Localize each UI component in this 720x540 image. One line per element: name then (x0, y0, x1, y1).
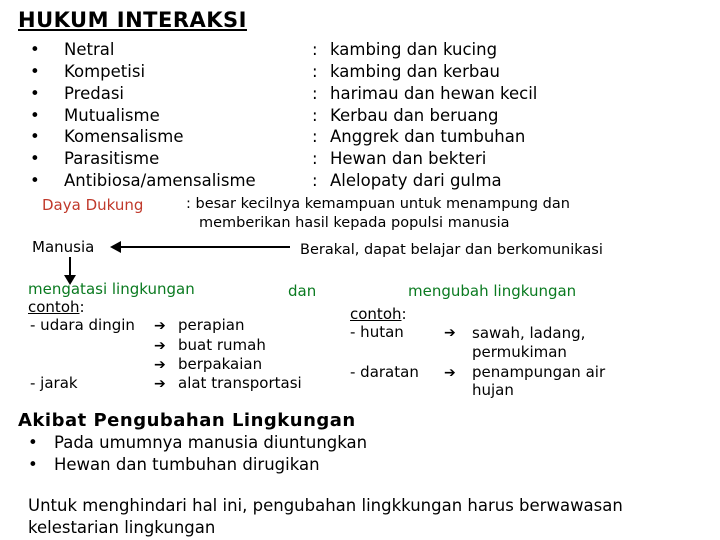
colon: : (312, 84, 318, 103)
interaction-term: Komensalisme (64, 127, 184, 146)
list-item: Hewan dan tumbuhan dirugikan (54, 455, 320, 474)
bullet: • (28, 433, 38, 452)
connector-text: dan (288, 282, 317, 300)
colon: : (312, 149, 318, 168)
bullet: • (30, 171, 40, 190)
right-arrow-icon: ➔ (444, 365, 456, 381)
result-item: penampungan air (472, 363, 606, 381)
conclusion-text: Untuk menghindari hal ini, pengubahan lingkkungan harus berwawasan kelestarian lingkungan (28, 496, 623, 537)
bullet: • (30, 127, 40, 146)
hutan-item: - hutan (350, 323, 404, 341)
colon: : (312, 62, 318, 81)
daya-dukung-label: Daya Dukung (42, 196, 144, 214)
interaction-term: Antibiosa/amensalisme (64, 171, 256, 190)
jarak-item: - jarak (30, 374, 78, 392)
right-arrow-icon: ➔ (444, 325, 456, 341)
right-arrow-icon: ➔ (154, 318, 166, 334)
manusia-description: Berakal, dapat belajar dan berkomunikasi (300, 242, 603, 258)
bullet: • (30, 62, 40, 81)
interaction-term: Kompetisi (64, 62, 146, 81)
contoh-label: contoh: (28, 298, 85, 316)
result-item: berpakaian (178, 355, 263, 373)
interaction-term: Mutualisme (64, 106, 160, 125)
interaction-example: Hewan dan bekteri (330, 149, 487, 168)
interaction-example: Alelopaty dari gulma (330, 171, 502, 190)
bullet: • (28, 455, 38, 474)
bullet: • (30, 40, 40, 59)
interaction-example: Kerbau dan beruang (330, 106, 499, 125)
interaction-term: Netral (64, 40, 115, 59)
interaction-example: Anggrek dan tumbuhan (330, 127, 526, 146)
mengatasi-heading: mengatasi lingkungan (28, 280, 195, 298)
bullet: • (30, 149, 40, 168)
interaction-term: Predasi (64, 84, 124, 103)
right-arrow-icon: ➔ (154, 376, 166, 392)
manusia-label: Manusia (32, 238, 95, 256)
bullet: • (30, 84, 40, 103)
right-arrow-icon: ➔ (154, 338, 166, 354)
result-item: buat rumah (178, 336, 266, 354)
contoh-label: contoh: (350, 305, 407, 323)
long-left-arrow-icon (110, 241, 290, 253)
interaction-example: kambing dan kucing (330, 40, 498, 59)
page-title: HUKUM INTERAKSI (18, 8, 247, 32)
result-item: permukiman (472, 343, 567, 361)
colon: : (312, 40, 318, 59)
interaction-example: kambing dan kerbau (330, 62, 500, 81)
result-item: perapian (178, 316, 245, 334)
colon: : (312, 106, 318, 125)
akibat-heading: Akibat Pengubahan Lingkungan (18, 410, 356, 431)
right-arrow-icon: ➔ (154, 357, 166, 373)
result-item: alat transportasi (178, 374, 302, 392)
colon: : (312, 171, 318, 190)
colon: : (312, 127, 318, 146)
result-item: hujan (472, 381, 514, 399)
daratan-item: - daratan (350, 363, 419, 381)
definition-line: : besar kecilnya kemampuan untuk menampung dan (186, 196, 570, 212)
mengubah-heading: mengubah lingkungan (408, 282, 577, 300)
interaction-term: Parasitisme (64, 149, 160, 168)
bullet: • (30, 106, 40, 125)
list-item: Pada umumnya manusia diuntungkan (54, 433, 368, 452)
result-item: sawah, ladang, (472, 324, 586, 342)
interaction-example: harimau dan hewan kecil (330, 84, 538, 103)
udara-dingin-item: - udara dingin (30, 316, 135, 334)
definition-line: memberikan hasil kepada populsi manusia (199, 215, 510, 231)
